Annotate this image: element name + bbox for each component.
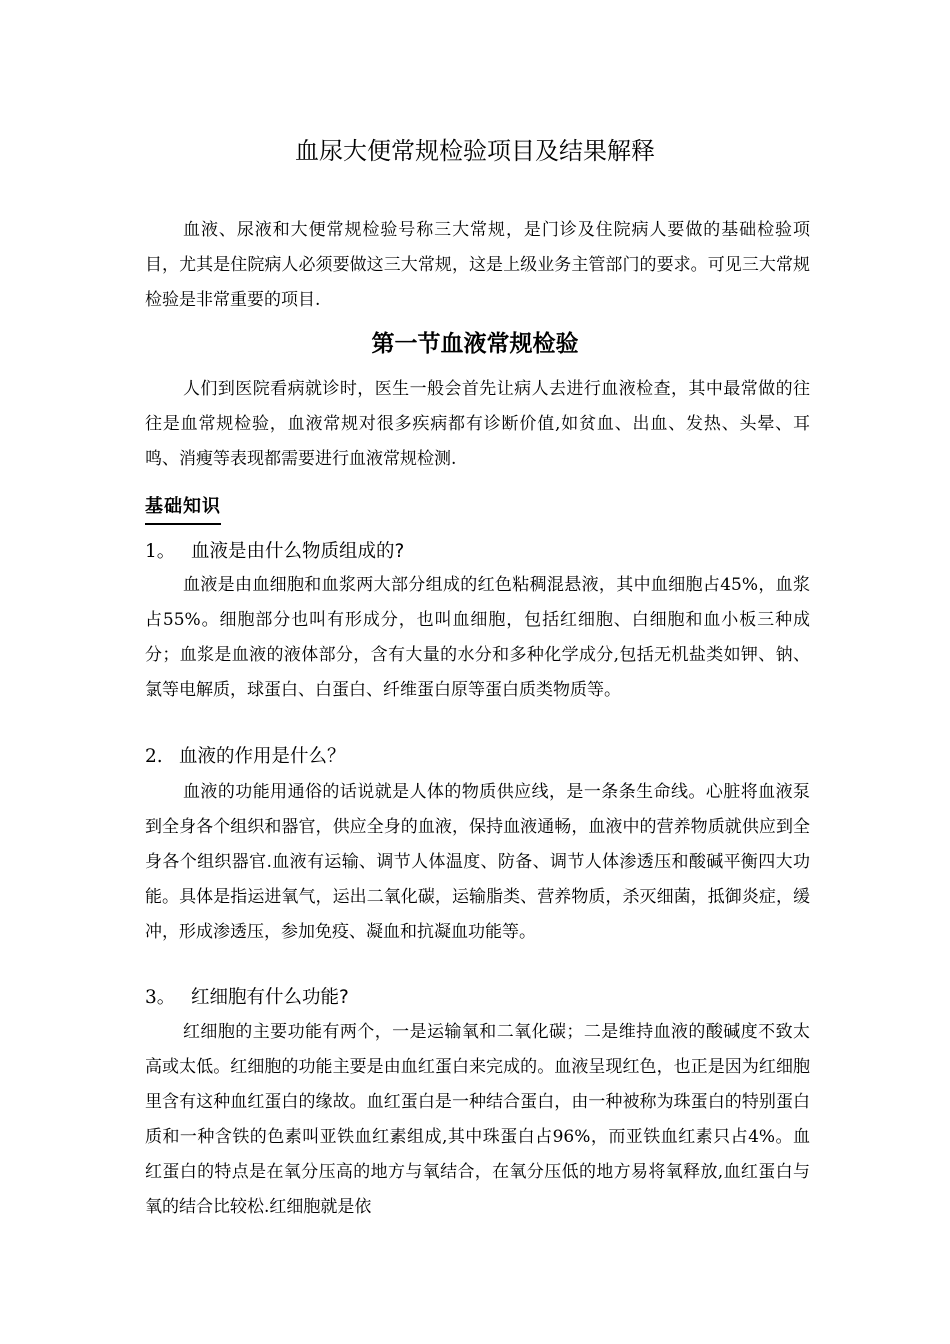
document-title: 血尿大便常规检验项目及结果解释: [295, 137, 655, 165]
intro-paragraph: 血液、尿液和大便常规检验号称三大常规，是门诊及住院病人要做的基础检验项目，尤其是住院病人必须要做这三大常规，这是上级业务主管部门的要求。可见三大常规检验是非常重要的项目.: [145, 220, 810, 310]
answer-paragraph-2: 血液的功能用通俗的话说就是人体的物质供应线，是一条条生命线。心脏将血液泵到全身各个组织和器官，供应全身的血液，保持血液通畅，血液中的营养物质就供应到全身各个组织器官.血液有运输、调节人体温度、防备、调节人体渗透压和酸碱平衡四大功能。具体是指运进氧气，运出二氧化碳，运输脂类、营养物质，杀灭细菌，抵御炎症，缓冲，形成渗透压，参加免疫、凝血和抗凝血功能等。: [145, 782, 810, 942]
answer-paragraph-1: 血液是由血细胞和血浆两大部分组成的红色粘稠混悬液，其中血细胞占45%，血浆占55%。细胞部分也叫有形成分，也叫血细胞，包括红细胞、白细胞和血小板三种成分；血浆是血液的液体部分，含有大量的水分和多种化学成分,包括无机盐类如钾、钠、氯等电解质，球蛋白、白蛋白、纤维蛋白原等蛋白质类物质等。: [145, 575, 810, 700]
section-title: 第一节血液常规检验: [371, 331, 579, 357]
question-number: 1。: [145, 541, 176, 562]
question-number: 3。: [145, 987, 176, 1008]
question-title: 血液是由什么物质组成的?: [191, 541, 405, 562]
question-heading-3: [145, 983, 810, 1013]
basics-heading: 基础知识: [145, 492, 221, 525]
section-intro-paragraph: 人们到医院看病就诊时，医生一般会首先让病人去进行血液检查，其中最常做的往往是血常规检验，血液常规对很多疾病都有诊断价值,如贫血、出血、发热、头晕、耳鸣、消瘦等表现都需要进行血液常规检测.: [145, 379, 810, 469]
question-title: 血液的作用是什么？: [179, 746, 346, 767]
question-heading-1: [145, 537, 810, 567]
question-title: 红细胞有什么功能?: [191, 987, 349, 1008]
question-heading-2: [145, 742, 810, 772]
answer-paragraph-3: 红细胞的主要功能有两个，一是运输氧和二氧化碳；二是维持血液的酸碱度不致太高或太低。红细胞的功能主要是由血红蛋白来完成的。血液呈现红色，也正是因为红细胞里含有这种血红蛋白的缘故。血红蛋白是一种结合蛋白，由一种被称为珠蛋白的特别蛋白质和一种含铁的色素叫亚铁血红素组成,其中珠蛋白占96%，而亚铁血红素只占4%。血红蛋白的特点是在氧分压高的地方与氧结合，在氧分压低的地方易将氧释放,血红蛋白与氧的结合比较松.红细胞就是依: [145, 1022, 810, 1217]
question-number: 2.: [145, 746, 163, 767]
